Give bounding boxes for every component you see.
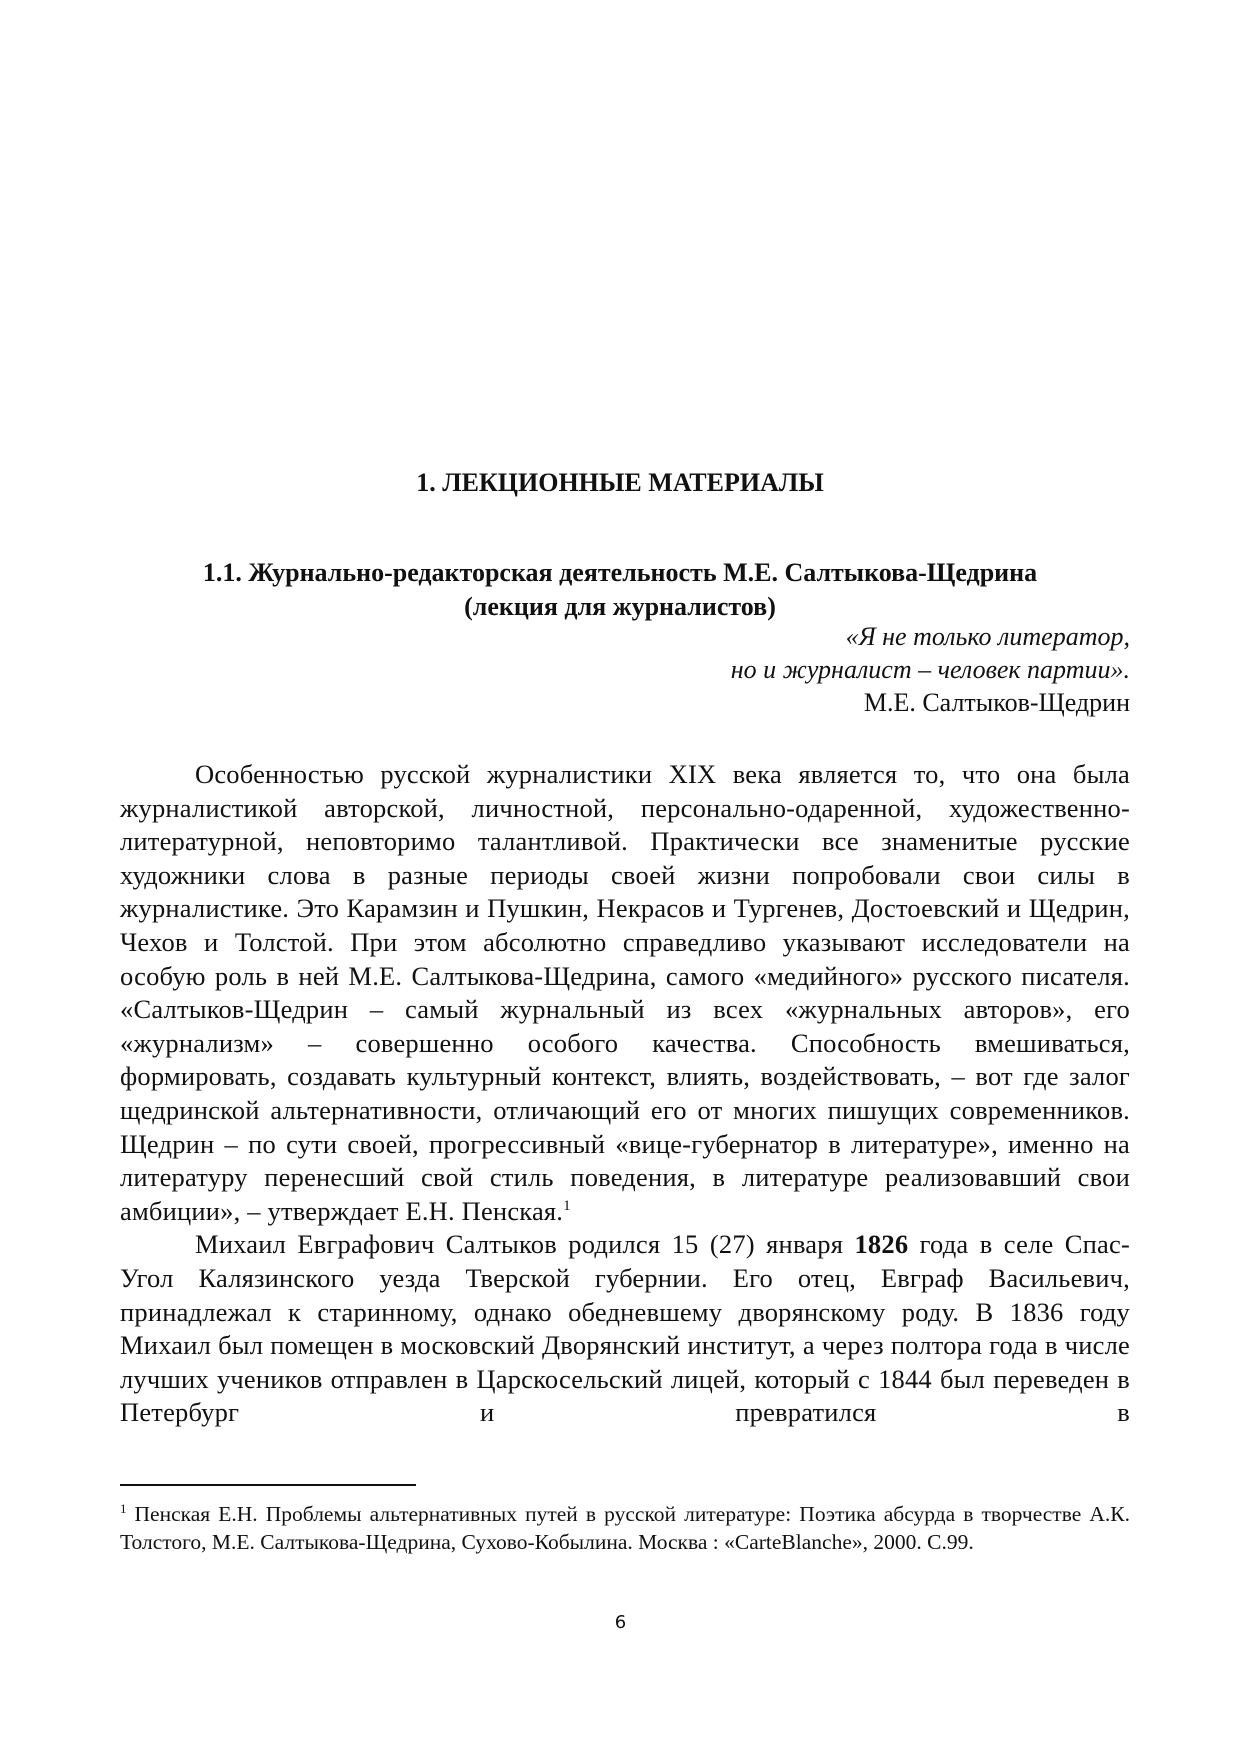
paragraph-1 [120, 758, 1130, 1228]
footnote-mark: 1 [120, 1500, 127, 1516]
section-title-line-2: (лекция для журналистов) [464, 592, 776, 621]
chapter-title: 1. ЛЕКЦИОННЫЕ МАТЕРИАЛЫ [416, 468, 824, 497]
paragraph-2-bold-year: 1826 [854, 1229, 909, 1260]
section-title-line-1: 1.1. Журнально-редакторская деятельность М.Е. Салтыкова-Щедрина [202, 558, 1038, 587]
page-number: 6 [614, 1612, 627, 1633]
paragraph-1-text: Особенностью русской журналистики XIX века является то, что она была журналистикой авторской, личностной, персонально-одаренной, художественно-литературной, неповторимо талантливой. Практически все знаменитые русские художники слова в разные периоды своей жизни попробовали свои силы в журналистике. Это Карамзин и Пушкин, Некрасов и Тургенев, Достоевский и Щедрин, Чехов и Толстой. При этом абсолютно справедливо указывают исследователи на особую роль в ней М.Е. Салтыкова-Щедрина, самого «медийного» русского писателя. «Салтыков-Щедрин – самый журнальный из всех «журнальных авторов», его «журнализм» – совершенно особого качества. Способность вмешиваться, формировать, создавать культурный контекст, влиять, воздействовать, – вот где залог щедринской альтернативности, отличающий его от многих пишущих современников. Щедрин – по сути своей, прогрессивный «вице-губернатор в литературе», именно на литературу перенесший свой стиль поведения, в литературе реализовавший свои амбиции», – утверждает Е.Н. Пенская. [120, 759, 1130, 1226]
footnote [120, 1500, 1130, 1556]
body-text [120, 758, 1130, 1430]
epigraph-quote-line-2: но и журналист – человек партии». [730, 655, 1130, 684]
footnote-reference[interactable]: 1 [563, 1197, 571, 1214]
footnote-separator [120, 1484, 416, 1486]
paragraph-2 [120, 1228, 1130, 1430]
paragraph-2-text-start: Михаил Евграфович Салтыков родился 15 (27) января [195, 1229, 855, 1260]
epigraph-quote-line-1: «Я не только литератор, [845, 622, 1130, 651]
paragraph-2-text-end: года в селе Спас-Угол Калязинского уезда Тверской губернии. Его отец, Евграф Васильевич, принадлежал к старинному, однако обедневшему дворянскому роду. В 1836 году Михаил был помещен в московский Дворянский институт, а через полтора года в числе лучших учеников отправлен в Царскосельский лицей, который с 1844 был переведен в Петербург и превратился в [120, 1229, 1130, 1428]
section-title [120, 556, 1120, 624]
epigraph [731, 620, 1130, 719]
footnote-text: Пенская Е.Н. Проблемы альтернативных путей в русской литературе: Поэтика абсурда в творчестве А.К. Толстого, М.Е. Салтыкова-Щедрина, Сухово-Кобылина. Москва : «CarteBlanche», 2000. С.99. [120, 1502, 1130, 1554]
epigraph-author: М.Е. Салтыков-Щедрин [863, 688, 1130, 717]
